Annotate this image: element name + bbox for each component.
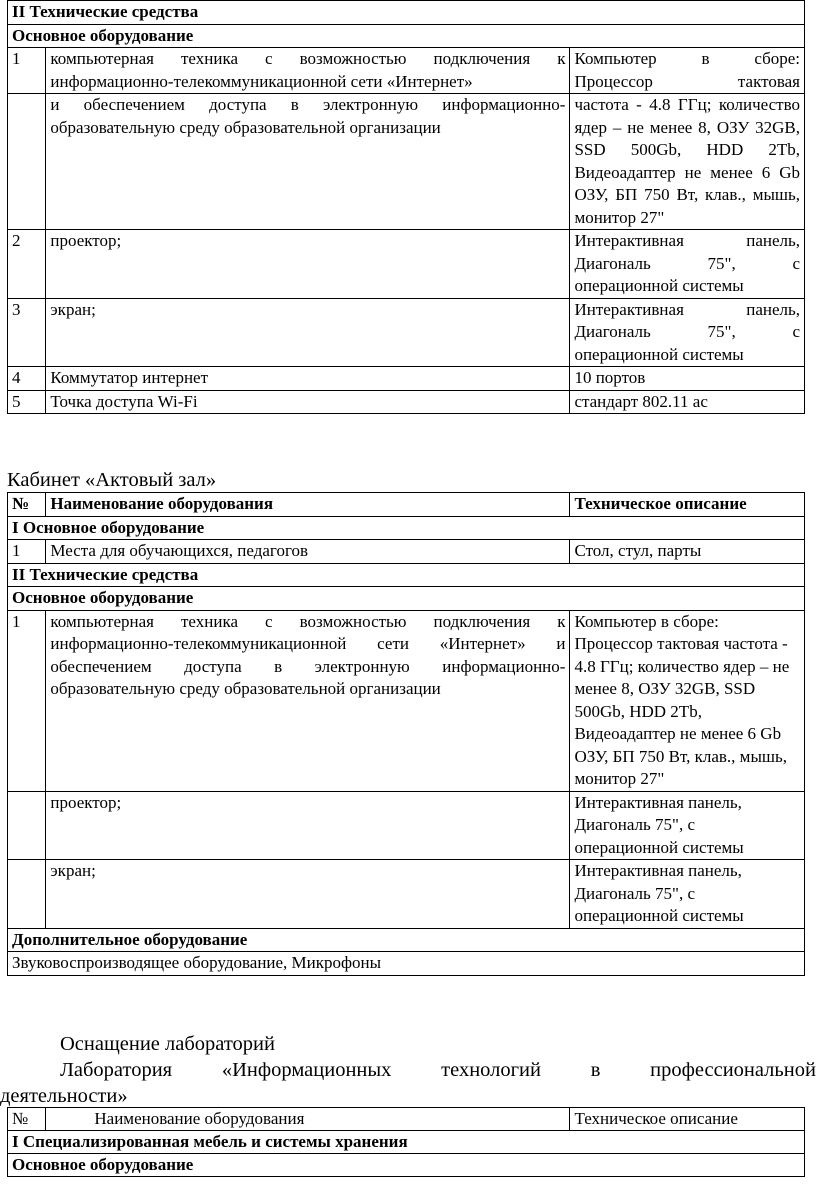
equipment-name: проектор; (46, 230, 570, 299)
lab-title-word: технологий (441, 1059, 541, 1081)
cabinet-title: Кабинет «Актовый зал» (7, 469, 217, 491)
section-heading-tech: II Технические средства (8, 1, 805, 25)
row-number: 1 (8, 610, 46, 791)
table-row (8, 390, 805, 414)
equipment-description: Интерактивная панель, Диагональ 75", с операционной системы (570, 298, 805, 367)
lab-title-continuation: деятельности» (0, 1085, 128, 1107)
table-row (8, 367, 805, 391)
equipment-name: Места для обучающихся, педагогов (46, 540, 570, 564)
lab-title (0, 1057, 816, 1109)
section-heading-tech: II Технические средства (8, 563, 805, 587)
labs-heading: Оснащение лабораторий (60, 1033, 275, 1055)
equipment-table-2 (7, 492, 805, 976)
section-heading-basic: I Основное оборудование (8, 516, 805, 540)
table-row (8, 791, 805, 860)
equipment-description: Интерактивная панель, Диагональ 75", с операционной системы (570, 791, 805, 860)
equipment-table-3 (7, 1107, 805, 1177)
row-number: 4 (8, 367, 46, 391)
table-row (8, 230, 805, 299)
equipment-description: Интерактивная панель, Диагональ 75", с операционной системы (570, 230, 805, 299)
extra-equipment: Звуковоспроизводящее оборудование, Микрофоны (8, 952, 805, 976)
section-heading-basic: Основное оборудование (8, 24, 805, 48)
table-header-row (8, 493, 805, 517)
equipment-description: 10 портов (570, 367, 805, 391)
row-number: 2 (8, 230, 46, 299)
column-header-number: № (8, 493, 46, 517)
table-row (8, 860, 805, 929)
equipment-name: проектор; (46, 791, 570, 860)
column-header-name: Наименование оборудования (46, 493, 570, 517)
equipment-description: стандарт 802.11 ac (570, 390, 805, 414)
equipment-description: частота - 4.8 ГГц; количество ядер – не менее 8, ОЗУ 32GB, SSD 500Gb, HDD 2Tb, Видеоадаптер не менее 6 Gb ОЗУ, БП 750 Вт, клав., мышь, монитор 27" (570, 94, 805, 230)
column-header-number: № (8, 1108, 46, 1131)
equipment-name: экран; (46, 298, 570, 367)
section-heading-basic: Основное оборудование (8, 1154, 805, 1177)
table-header-row (8, 1108, 805, 1131)
equipment-name: экран; (46, 860, 570, 929)
table-row (8, 540, 805, 564)
row-number: 1 (8, 48, 46, 94)
equipment-table-1 (7, 0, 805, 414)
equipment-name: Коммутатор интернет (46, 367, 570, 391)
section-heading-furniture: I Специализированная мебель и системы хранения (8, 1131, 805, 1154)
section-heading-basic: Основное оборудование (8, 587, 805, 611)
row-number: 5 (8, 390, 46, 414)
equipment-name: компьютерная техника с возможностью подключения к информационно-телекоммуникационной сети «Интернет» и обеспечением доступа в электронную информационно-образовательную среду образовательной организации (46, 610, 570, 791)
section-heading-extra: Дополнительное оборудование (8, 928, 805, 952)
table-row (8, 298, 805, 367)
equipment-name: и обеспечением доступа в электронную информационно-образовательную среду образовательной организации (46, 94, 570, 230)
table-row (8, 94, 805, 230)
column-header-name: Наименование оборудования (46, 1108, 570, 1131)
table-row (8, 610, 805, 791)
equipment-description: Компьютер в сборе: Процессор тактовая частота - 4.8 ГГц; количество ядер – не менее 8, ОЗУ 32GB, SSD 500Gb, HDD 2Tb, Видеоадаптер не менее 6 Gb ОЗУ, БП 750 Вт, клав., мышь, монитор 27" (570, 610, 805, 791)
lab-title-word: в (590, 1059, 601, 1081)
equipment-description: Интерактивная панель, Диагональ 75", с операционной системы (570, 860, 805, 929)
lab-title-word: Лаборатория (60, 1059, 173, 1081)
lab-title-word: профессиональной (650, 1059, 816, 1081)
row-number: 3 (8, 298, 46, 367)
table-row (8, 48, 805, 94)
equipment-description: Компьютер в сборе: Процессор тактовая (570, 48, 805, 94)
lab-title-word: «Информационных (221, 1059, 392, 1081)
equipment-name: Точка доступа Wi-Fi (46, 390, 570, 414)
column-header-description: Техническое описание (570, 1108, 805, 1131)
column-header-description: Техническое описание (570, 493, 805, 517)
row-number: 1 (8, 540, 46, 564)
equipment-description: Стол, стул, парты (570, 540, 805, 564)
equipment-name: компьютерная техника с возможностью подключения к информационно-телекоммуникационной сети «Интернет» (46, 48, 570, 94)
